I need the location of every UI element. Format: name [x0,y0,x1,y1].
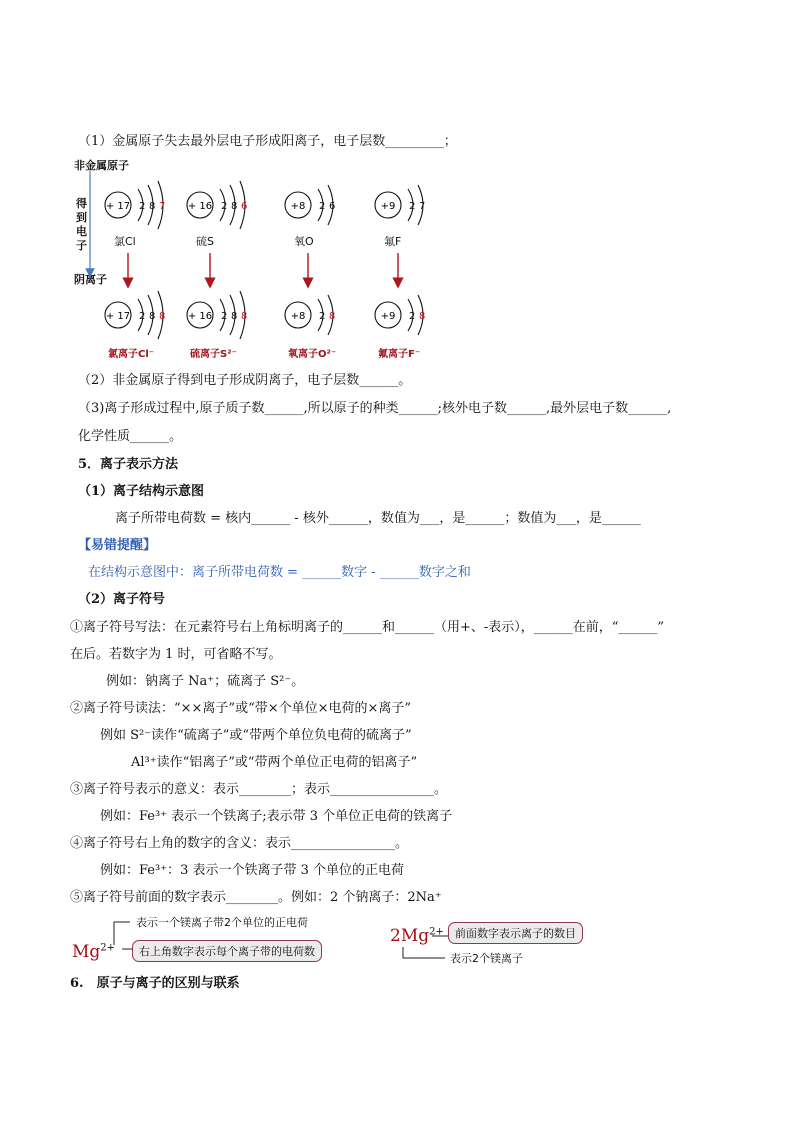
shell-electron-count: 8 [329,311,336,322]
gain-electron-char-2: 到 [76,211,87,224]
atom-name-label: 氧O [294,235,314,248]
anion-label: 阴离子 [74,273,107,286]
shell-electron-count: 8 [231,201,238,212]
rule-reading: ②离子符号读法：“××离子”或“带×个单位×电荷的×离子” [70,701,412,716]
rule-writing-a: ①离子符号写法：在元素符号右上角标明离子的______和______（用+、-表示），______在前，“______” [70,620,665,635]
shell-electron-count: 2 [409,201,416,212]
tip-text: 在结构示意图中：离子所带电荷数 = ______数字 - ______数字之和 [88,565,471,580]
subheading-ion-symbol: （2）离子符号 [78,592,166,607]
ion-diagram-1 [187,291,247,339]
atom-diagram-3 [375,185,425,225]
ion-name-label: 氯离子Cl⁻ [108,349,155,360]
gain-electron-char-3: 电 [76,225,87,238]
nucleus-charge: +8 [290,311,306,322]
shell-electron-count: 2 [319,311,326,322]
atom-name-label: 氟F [384,235,402,248]
atom-name-label: 氯Cl [114,235,136,248]
shell-electron-count: 8 [231,311,238,322]
gain-electron-char-4: 子 [76,239,87,252]
shell-electron-count: 7 [419,201,426,212]
nucleus-charge: +9 [380,201,396,212]
shell-electron-count: 8 [149,311,156,322]
nucleus-charge: + 17 [105,311,131,322]
shell-electron-count: 2 [221,311,228,322]
rule-superscript: ④离子符号右上角的数字的含义：表示________________。 [70,836,409,851]
shell-electron-count: 2 [139,201,146,212]
text-line-metal-cation: （1）金属原子失去最外层电子形成阳离子，电子层数_________； [78,134,457,149]
shell-electron-count: 8 [419,311,426,322]
nucleus-charge: + 16 [187,201,213,212]
mg-formula: $Mg^{2+}$ [72,942,116,962]
shell-electron-count: 2 [221,201,228,212]
ion-name-label: 氟离子F⁻ [378,349,421,360]
atom-diagram-2 [285,185,335,225]
shell-electron-count: 8 [149,201,156,212]
example-meaning: 例如：Fe³⁺ 表示一个铁离子;表示带 3 个单位正电荷的铁离子 [100,809,453,824]
rule-prefix-number: ⑤离子符号前面的数字表示________。例如：2 个钠离子：2Na⁺ [70,890,442,905]
section-heading-5: 5．离子表示方法 [78,457,179,472]
example-reading-al: Al³⁺读作“铝离子”或“带两个单位正电荷的铝离子” [131,755,418,770]
example-reading-s: 例如 S²⁻读作“硫离子”或“带两个单位负电荷的硫离子” [100,728,412,743]
ion-name-label: 硫离子S²⁻ [190,349,237,360]
tip-title: 【易错提醒】 [78,538,157,553]
shell-electron-count: 7 [159,201,166,212]
2mg-formula: $2Mg^{2+}$ [390,926,444,946]
text-line-nonmetal-anion: （2）非金属原子得到电子形成阴离子，电子层数______。 [78,373,412,388]
atom-diagram-1 [187,181,247,229]
shell-electron-count: 2 [319,201,326,212]
nucleus-charge: +8 [290,201,306,212]
ion-diagram-2 [285,295,335,335]
nucleus-charge: +9 [380,311,396,322]
subheading-structure-diagram: （1）离子结构示意图 [78,484,205,499]
atom-name-label: 硫S [196,235,214,248]
nucleus-charge: + 17 [105,201,131,212]
mg-note-top: 表示一个镁离子带2个单位的正电荷 [136,916,308,929]
gain-electron-char-1: 得 [76,197,87,210]
shell-electron-count: 2 [409,311,416,322]
atom-diagram-0 [105,181,165,229]
shell-electron-count: 6 [241,201,248,212]
ion-diagram-3 [375,295,425,335]
mg-ion-annotation-diagram [70,912,590,970]
shell-electron-count: 8 [241,311,248,322]
text-line-ion-formation-a: （3)离子形成过程中,原子质子数______,所以原子的种类______;核外电子数______,最外层电子数______, [78,401,672,416]
diagram-graphics [70,155,450,365]
ion-diagram-0 [105,291,165,339]
ion-name-label: 氧离子O²⁻ [288,349,337,360]
2mg-bubble-prefix: 前面数字表示离子的数目 [448,922,583,944]
example-writing: 例如：钠离子 Na⁺；硫离子 S²⁻。 [106,674,305,689]
shell-electron-count: 8 [159,311,166,322]
example-superscript: 例如：Fe³⁺：3 表示一个铁离子带 3 个单位的正电荷 [100,863,405,878]
ion-formation-diagram [70,155,450,365]
rule-writing-b: 在后。若数字为 1 时，可省略不写。 [70,647,282,662]
nucleus-charge: + 16 [187,311,213,322]
shell-electron-count: 6 [329,201,336,212]
section-heading-6: 6. 原子与离子的区别与联系 [70,976,240,991]
mg-bubble-superscript: 右上角数字表示每个离子带的电荷数 [132,940,322,962]
2mg-note-bottom: 表示2个镁离子 [450,952,523,965]
shell-electron-count: 2 [139,311,146,322]
charge-formula-line: 离子所带电荷数 = 核内______ - 核外______，数值为___，是______；数值为___，是______ [115,511,641,526]
text-line-ion-formation-b: 化学性质______。 [78,429,183,444]
nonmetal-atom-label: 非金属原子 [74,159,129,172]
rule-meaning: ③离子符号表示的意义：表示________；表示________________。 [70,782,448,797]
